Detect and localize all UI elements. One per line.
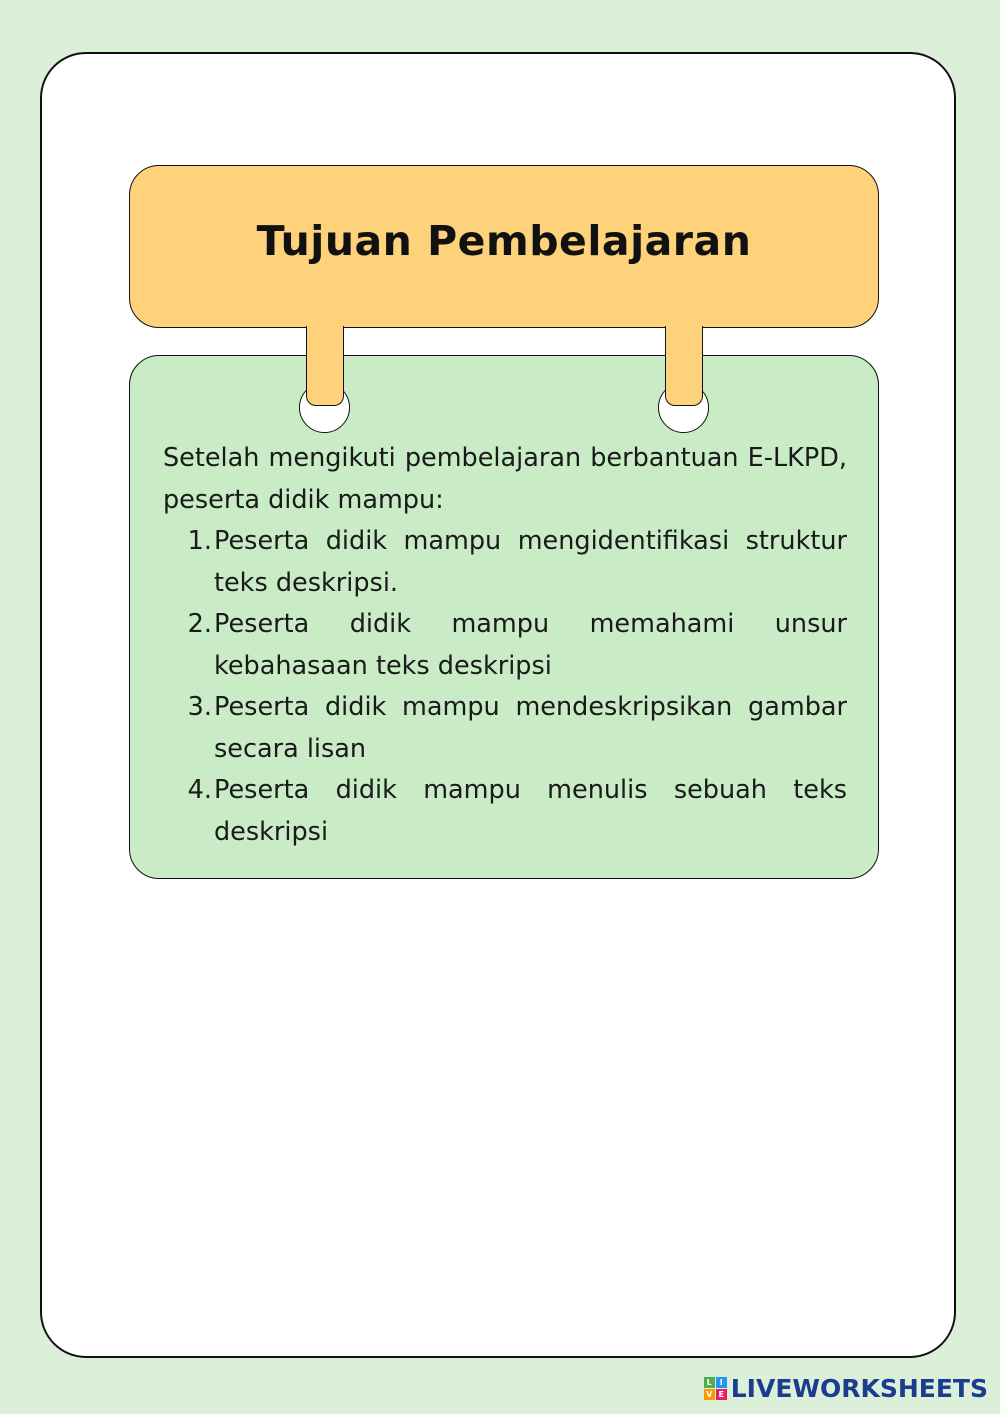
goal-number: 1. xyxy=(187,526,212,556)
title-banner xyxy=(129,165,879,328)
intro-text: Setelah mengikuti pembelajaran berbantuan E-LKPD, peserta didik mampu: xyxy=(163,443,847,515)
goal-item xyxy=(163,521,847,604)
goal-text: Peserta didik mampu menulis sebuah teks deskripsi xyxy=(214,775,847,847)
goal-item xyxy=(163,770,847,853)
goal-item xyxy=(163,687,847,770)
liveworksheets-brand xyxy=(704,1374,988,1403)
goal-number: 2. xyxy=(187,609,212,639)
goal-item xyxy=(163,604,847,687)
logo-letter-v: V xyxy=(704,1389,715,1400)
goal-number: 4. xyxy=(187,775,212,805)
goal-number: 3. xyxy=(187,692,212,722)
logo-letter-l: L xyxy=(704,1377,715,1388)
hanger-strap-right xyxy=(665,326,703,406)
goal-list xyxy=(163,521,847,853)
logo-letter-i: I xyxy=(716,1377,727,1388)
hanger-strap-left xyxy=(306,326,344,406)
goal-text: Peserta didik mampu memahami unsur kebahasaan teks deskripsi xyxy=(214,609,847,681)
brand-name: LIVEWORKSHEETS xyxy=(730,1374,988,1403)
liveworksheets-logo-icon xyxy=(704,1377,727,1400)
page-title: Tujuan Pembelajaran xyxy=(256,216,752,265)
goal-text: Peserta didik mampu mendeskripsikan gambar secara lisan xyxy=(214,692,847,764)
logo-letter-e: E xyxy=(716,1389,727,1400)
goal-text: Peserta didik mampu mengidentifikasi struktur teks deskripsi. xyxy=(214,526,847,598)
